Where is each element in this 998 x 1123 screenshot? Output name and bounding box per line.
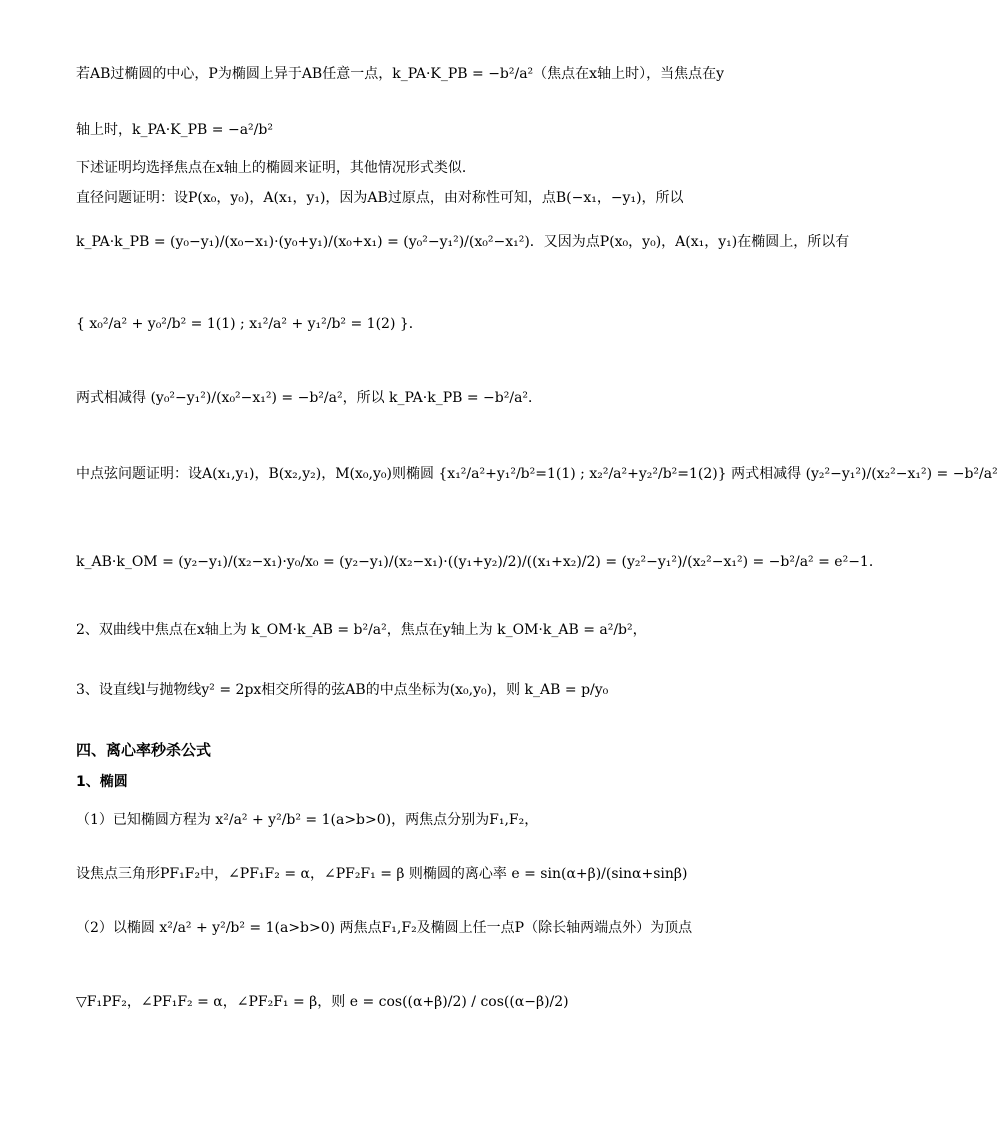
text-line-12: （1）已知椭圆方程为 x²/a² + y²/b² = 1(a>b>0)，两焦点分别为F₁,F₂， (76, 812, 539, 828)
text-line-10: 2、双曲线中焦点在x轴上为 k_OM·k_AB = b²/a²，焦点在y轴上为 k_OM·k_AB = a²/b²， (76, 622, 647, 638)
text-line-4: 直径问题证明：设P(x₀，y₀)，A(x₁，y₁)，因为AB过原点，由对称性可知，点B(−x₁，−y₁)，所以 (76, 190, 684, 206)
text-line-9: k_AB·k_OM = (y₂−y₁)/(x₂−x₁)·y₀/x₀ = (y₂−y₁)/(x₂−x₁)·((y₁+y₂)/2)/((x₁+x₂)/2) = (y₂²−y₁²)/(x₂²−x₁²) = −b²/a² = e²−1． (76, 554, 883, 570)
text-line-8: 中点弦问题证明：设A(x₁,y₁)，B(x₂,y₂)，M(x₀,y₀)则椭圆 {x₁²/a²+y₁²/b²=1(1) ; x₂²/a²+y₂²/b²=1(2)} 两式相减得 (y₂²−y₁²)/(x₂²−x₁²) = −b²/a² (76, 466, 998, 482)
subsection-title: 1、椭圆 (76, 774, 128, 790)
text-line-7: 两式相减得 (y₀²−y₁²)/(x₀²−x₁²) = −b²/a²，所以 k_PA·k_PB = −b²/a²． (76, 390, 543, 406)
text-line-11: 3、设直线l与抛物线y² = 2px相交所得的弦AB的中点坐标为(x₀,y₀)，则 k_AB = p/y₀ (76, 682, 609, 698)
text-line-6: { x₀²/a² + y₀²/b² = 1(1) ; x₁²/a² + y₁²/b² = 1(2) }． (76, 316, 423, 332)
text-line-2: 轴上时，k_PA·K_PB = −a²/b² (76, 122, 273, 138)
section-title: 四、离心率秒杀公式 (76, 741, 212, 759)
text-line-14: （2）以椭圆 x²/a² + y²/b² = 1(a>b>0) 两焦点F₁,F₂及椭圆上任一点P（除长轴两端点外）为顶点 (76, 920, 693, 936)
text-line-15: ▽F₁PF₂，∠PF₁F₂ = α，∠PF₂F₁ = β，则 e = cos((α+β)/2) / cos((α−β)/2) (76, 994, 569, 1010)
text-line-3: 下述证明均选择焦点在x轴上的椭圆来证明，其他情况形式类似． (76, 160, 476, 176)
text-line-13: 设焦点三角形PF₁F₂中，∠PF₁F₂ = α，∠PF₂F₁ = β 则椭圆的离心率 e = sin(α+β)/(sinα+sinβ) (76, 866, 688, 882)
text-line-5: k_PA·k_PB = (y₀−y₁)/(x₀−x₁)·(y₀+y₁)/(x₀+x₁) = (y₀²−y₁²)/(x₀²−x₁²)．又因为点P(x₀，y₀)，A(x₁，y₁)在椭圆上，所以有 (76, 234, 850, 250)
text-line-1: 若AB过椭圆的中心，P为椭圆上异于AB任意一点，k_PA·K_PB = −b²/a²（焦点在x轴上时），当焦点在y (76, 66, 724, 82)
